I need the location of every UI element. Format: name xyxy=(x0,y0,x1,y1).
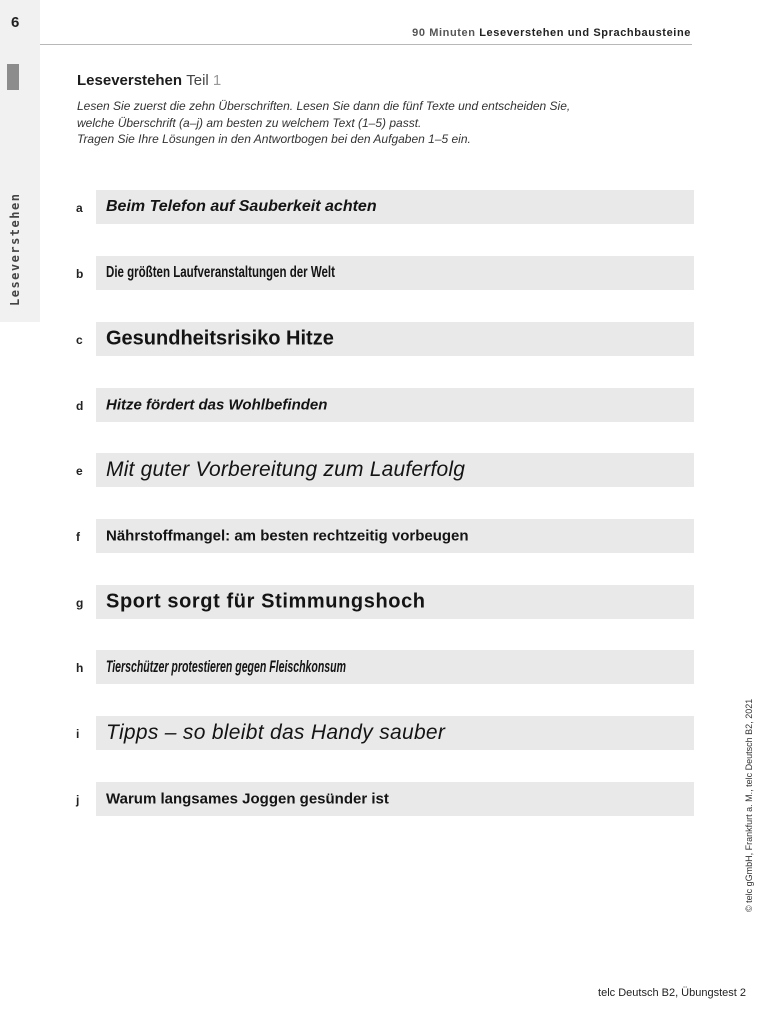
heading-letter: b xyxy=(76,267,84,281)
header-divider xyxy=(40,44,692,45)
heading-text: Nährstoffmangel: am besten rechtzeitig vorbeugen xyxy=(106,527,469,545)
heading-letter: g xyxy=(76,596,84,610)
heading-letter: f xyxy=(76,530,80,544)
heading-text: Sport sorgt für Stimmungshoch xyxy=(106,590,426,613)
side-tab xyxy=(0,0,40,322)
heading-row-d xyxy=(76,388,694,422)
copyright-notice: © telc gGmbH, Frankfurt a. M., telc Deutsch B2, 2021 xyxy=(744,698,754,912)
heading-row-a xyxy=(76,190,694,224)
heading-letter: e xyxy=(76,464,83,478)
heading-text: Hitze fördert das Wohlbefinden xyxy=(106,396,328,414)
heading-bar xyxy=(96,519,694,553)
instruction-line: Lesen Sie zuerst die zehn Überschriften. Lesen Sie dann die fünf Texte und entscheiden Sie, xyxy=(77,99,571,113)
heading-bar xyxy=(96,716,694,750)
heading-row-c xyxy=(76,322,694,356)
heading-letter: a xyxy=(76,201,83,215)
heading-text: Mit guter Vorbereitung zum Lauferfolg xyxy=(106,458,466,481)
page-number: 6 xyxy=(11,14,20,31)
heading-text: Die größten Laufveranstaltungen der Welt xyxy=(106,264,335,281)
heading-bar xyxy=(96,388,694,422)
heading-row-e xyxy=(76,453,694,487)
heading-bar xyxy=(96,650,694,684)
heading-bar xyxy=(96,453,694,487)
instruction-line: Tragen Sie Ihre Lösungen in den Antwortbogen bei den Aufgaben 1–5 ein. xyxy=(77,132,471,146)
section-title xyxy=(77,72,221,89)
page-footer: telc Deutsch B2, Übungstest 2 xyxy=(598,987,746,999)
heading-bar xyxy=(96,256,694,290)
heading-letter: h xyxy=(76,661,84,675)
heading-bar xyxy=(96,190,694,224)
heading-text: Beim Telefon auf Sauberkeit achten xyxy=(106,198,377,215)
side-marker xyxy=(7,64,19,90)
heading-text: Tipps – so bleibt das Handy sauber xyxy=(106,721,446,744)
heading-row-h xyxy=(76,650,694,684)
heading-bar xyxy=(96,782,694,816)
section-title-teil: Teil xyxy=(186,72,209,89)
heading-row-b xyxy=(76,256,694,290)
heading-row-i xyxy=(76,716,694,750)
section-title-main: Leseverstehen xyxy=(77,72,183,89)
running-head xyxy=(412,27,691,39)
heading-letter: c xyxy=(76,333,83,347)
heading-text: Warum langsames Joggen gesünder ist xyxy=(106,790,389,808)
heading-text: Gesundheitsrisiko Hitze xyxy=(106,327,334,350)
instruction-line: welche Überschrift (a–j) am besten zu welchem Text (1–5) passt. xyxy=(77,115,422,130)
heading-letter: i xyxy=(76,727,80,741)
heading-letter: d xyxy=(76,399,84,413)
heading-row-g xyxy=(76,585,694,619)
heading-bar xyxy=(96,585,694,619)
instructions xyxy=(77,98,637,148)
section-title-number: 1 xyxy=(212,72,222,89)
heading-row-f xyxy=(76,519,694,553)
running-head-title: Leseverstehen und Sprachbausteine xyxy=(479,27,691,39)
side-section-label: Leseverstehen xyxy=(8,192,22,306)
heading-row-j xyxy=(76,782,694,816)
heading-bar xyxy=(96,322,694,356)
running-head-duration: 90 Minuten xyxy=(412,27,476,39)
heading-text: Tierschützer protestieren gegen Fleischkonsum xyxy=(106,657,346,676)
heading-letter: j xyxy=(76,793,80,807)
